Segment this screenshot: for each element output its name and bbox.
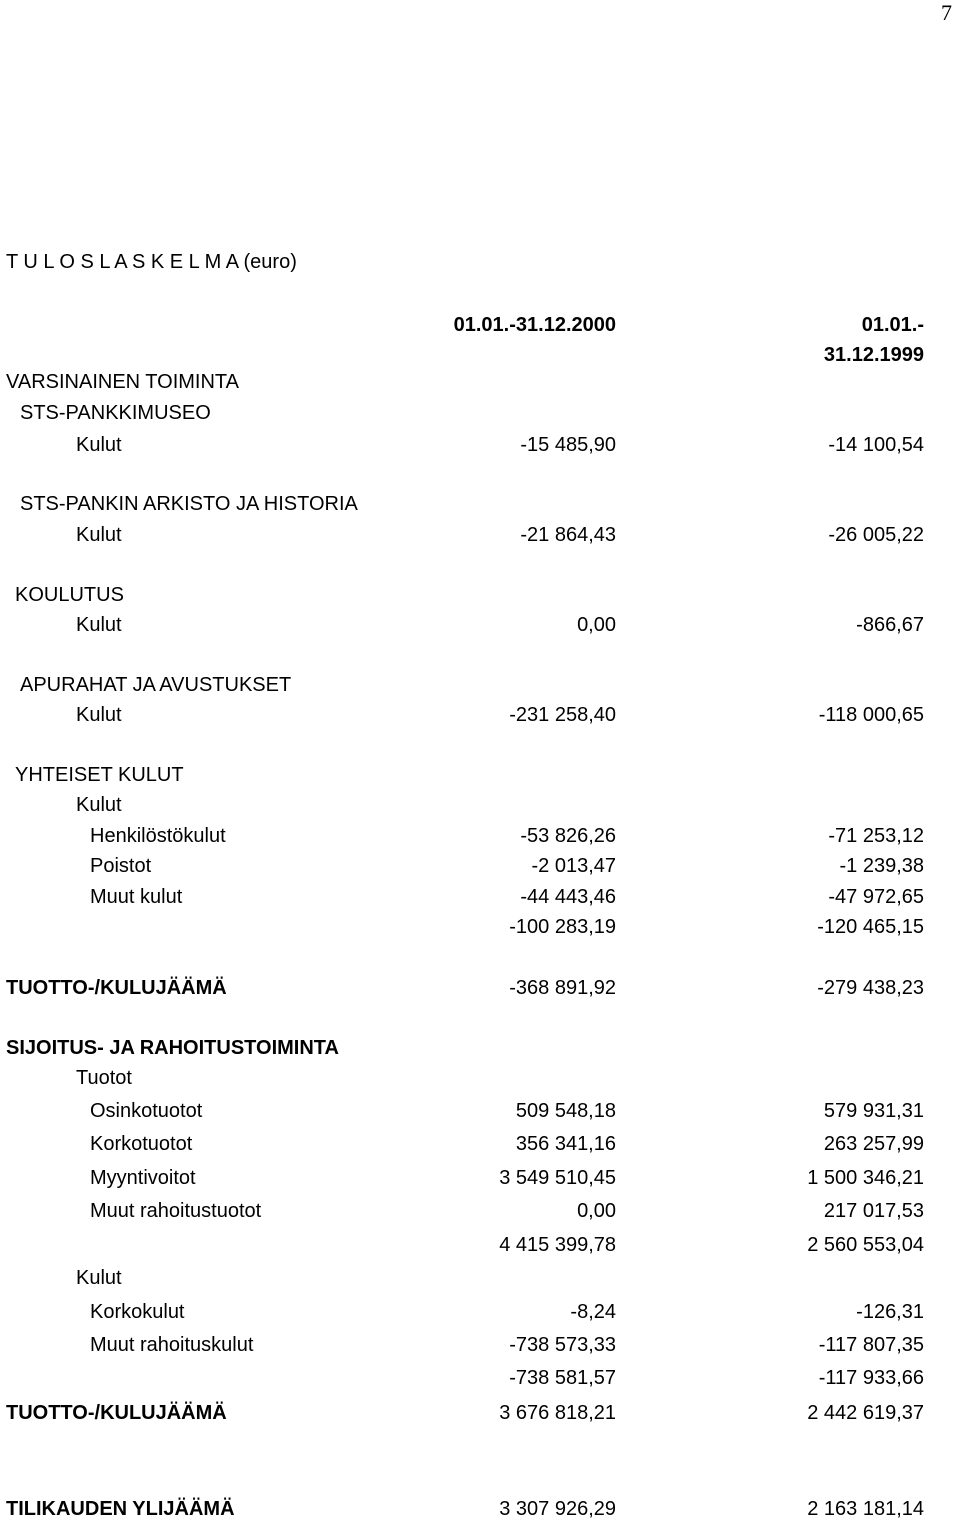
column-header-1999-line2: 31.12.1999 — [823, 344, 924, 366]
value-1999: 1 500 346,21 — [807, 1167, 924, 1189]
subtotal-row — [0, 1367, 960, 1397]
section-heading-yhteiset-kulut — [0, 764, 960, 794]
table-row — [0, 1167, 960, 1197]
value-2000: 3 307 926,29 — [499, 1498, 616, 1520]
section-heading-sijoitus-rahoitus — [0, 1037, 960, 1067]
table-row — [0, 1100, 960, 1130]
row-label: Kulut — [76, 434, 122, 456]
table-row — [0, 524, 960, 554]
value-1999: 263 257,99 — [823, 1133, 924, 1155]
total-row-tuotto-kulujaama — [0, 977, 960, 1007]
value-2000: -21 864,43 — [520, 524, 616, 546]
document-title: T U L O S L A S K E L M A (euro) — [6, 251, 297, 273]
value-2000: 0,00 — [577, 1200, 616, 1222]
row-label: SIJOITUS- JA RAHOITUSTOIMINTA — [6, 1037, 339, 1059]
value-1999: 2 163 181,14 — [807, 1498, 924, 1520]
row-label: TUOTTO-/KULUJÄÄMÄ — [6, 1402, 227, 1424]
row-label: KOULUTUS — [15, 584, 124, 606]
value-1999: -126,31 — [856, 1301, 924, 1323]
section-heading-sts-pankkimuseo — [0, 402, 960, 432]
value-2000: -44 443,46 — [520, 886, 616, 908]
row-label: Korkotuotot — [90, 1133, 193, 1155]
total-row-tilikauden-ylijaama — [0, 1498, 960, 1528]
value-2000: 4 415 399,78 — [499, 1234, 616, 1256]
table-row — [0, 886, 960, 916]
row-label: Kulut — [76, 704, 122, 726]
row-label: TUOTTO-/KULUJÄÄMÄ — [6, 977, 227, 999]
value-1999: 579 931,31 — [823, 1100, 924, 1122]
value-1999: -117 933,66 — [818, 1367, 924, 1389]
row-label: Muut kulut — [90, 886, 183, 908]
value-2000: -53 826,26 — [520, 825, 616, 847]
table-row — [0, 704, 960, 734]
row-label: Poistot — [90, 855, 152, 877]
value-1999: -279 438,23 — [817, 977, 924, 999]
table-row — [0, 825, 960, 855]
value-2000: -231 258,40 — [509, 704, 616, 726]
row-label: Kulut — [76, 794, 122, 816]
value-1999: -120 465,15 — [817, 916, 924, 938]
subheading-kulut — [0, 794, 960, 824]
value-1999: -866,67 — [856, 614, 924, 636]
value-2000: 0,00 — [577, 614, 616, 636]
value-1999: -47 972,65 — [828, 886, 924, 908]
value-1999: 2 560 553,04 — [807, 1234, 924, 1256]
section-heading-varsinainen-toiminta — [0, 371, 960, 401]
value-1999: -118 000,65 — [818, 704, 924, 726]
column-header-1999-line1: 01.01.- — [861, 314, 924, 336]
value-2000: -738 581,57 — [509, 1367, 616, 1389]
page-number: 7 — [941, 0, 952, 25]
row-label: VARSINAINEN TOIMINTA — [6, 371, 239, 393]
value-1999: 2 442 619,37 — [807, 1402, 924, 1424]
value-2000: -15 485,90 — [520, 434, 616, 456]
total-row-tuotto-kulujaama — [0, 1402, 960, 1432]
row-label: Kulut — [76, 614, 122, 636]
row-label: YHTEISET KULUT — [15, 764, 184, 786]
value-2000: 356 341,16 — [515, 1133, 616, 1155]
table-row — [0, 434, 960, 464]
subheading-tuotot — [0, 1067, 960, 1097]
value-2000: -2 013,47 — [531, 855, 616, 877]
column-header-2000: 01.01.-31.12.2000 — [453, 314, 616, 336]
value-2000: -8,24 — [570, 1301, 616, 1323]
table-row — [0, 1133, 960, 1163]
table-row — [0, 614, 960, 644]
row-label: Muut rahoituskulut — [90, 1334, 254, 1356]
table-row — [0, 1200, 960, 1230]
section-heading-apurahat — [0, 674, 960, 704]
row-label: STS-PANKIN ARKISTO JA HISTORIA — [20, 493, 358, 515]
value-2000: -100 283,19 — [509, 916, 616, 938]
subtotal-row — [0, 916, 960, 946]
row-label: Henkilöstökulut — [90, 825, 226, 847]
value-2000: -368 891,92 — [509, 977, 616, 999]
row-label: APURAHAT JA AVUSTUKSET — [20, 674, 292, 696]
row-label: Osinkotuotot — [90, 1100, 203, 1122]
table-row — [0, 1334, 960, 1364]
row-label: STS-PANKKIMUSEO — [20, 402, 211, 424]
section-heading-arkisto-historia — [0, 493, 960, 523]
row-label: Muut rahoitustuotot — [90, 1200, 262, 1222]
value-1999: -117 807,35 — [818, 1334, 924, 1356]
row-label: Kulut — [76, 1267, 122, 1289]
value-1999: -26 005,22 — [828, 524, 924, 546]
row-label: Tuotot — [76, 1067, 132, 1089]
row-label: Myyntivoitot — [90, 1167, 196, 1189]
value-1999: 217 017,53 — [823, 1200, 924, 1222]
table-row — [0, 1301, 960, 1331]
row-label: TILIKAUDEN YLIJÄÄMÄ — [6, 1498, 235, 1520]
value-2000: 509 548,18 — [515, 1100, 616, 1122]
row-label: Korkokulut — [90, 1301, 185, 1323]
subtotal-row — [0, 1234, 960, 1264]
value-2000: -738 573,33 — [509, 1334, 616, 1356]
section-heading-koulutus — [0, 584, 960, 614]
table-row — [0, 855, 960, 885]
subheading-kulut — [0, 1267, 960, 1297]
value-2000: 3 549 510,45 — [499, 1167, 616, 1189]
row-label: Kulut — [76, 524, 122, 546]
value-1999: -1 239,38 — [839, 855, 924, 877]
value-1999: -71 253,12 — [828, 825, 924, 847]
value-1999: -14 100,54 — [828, 434, 924, 456]
value-2000: 3 676 818,21 — [499, 1402, 616, 1424]
